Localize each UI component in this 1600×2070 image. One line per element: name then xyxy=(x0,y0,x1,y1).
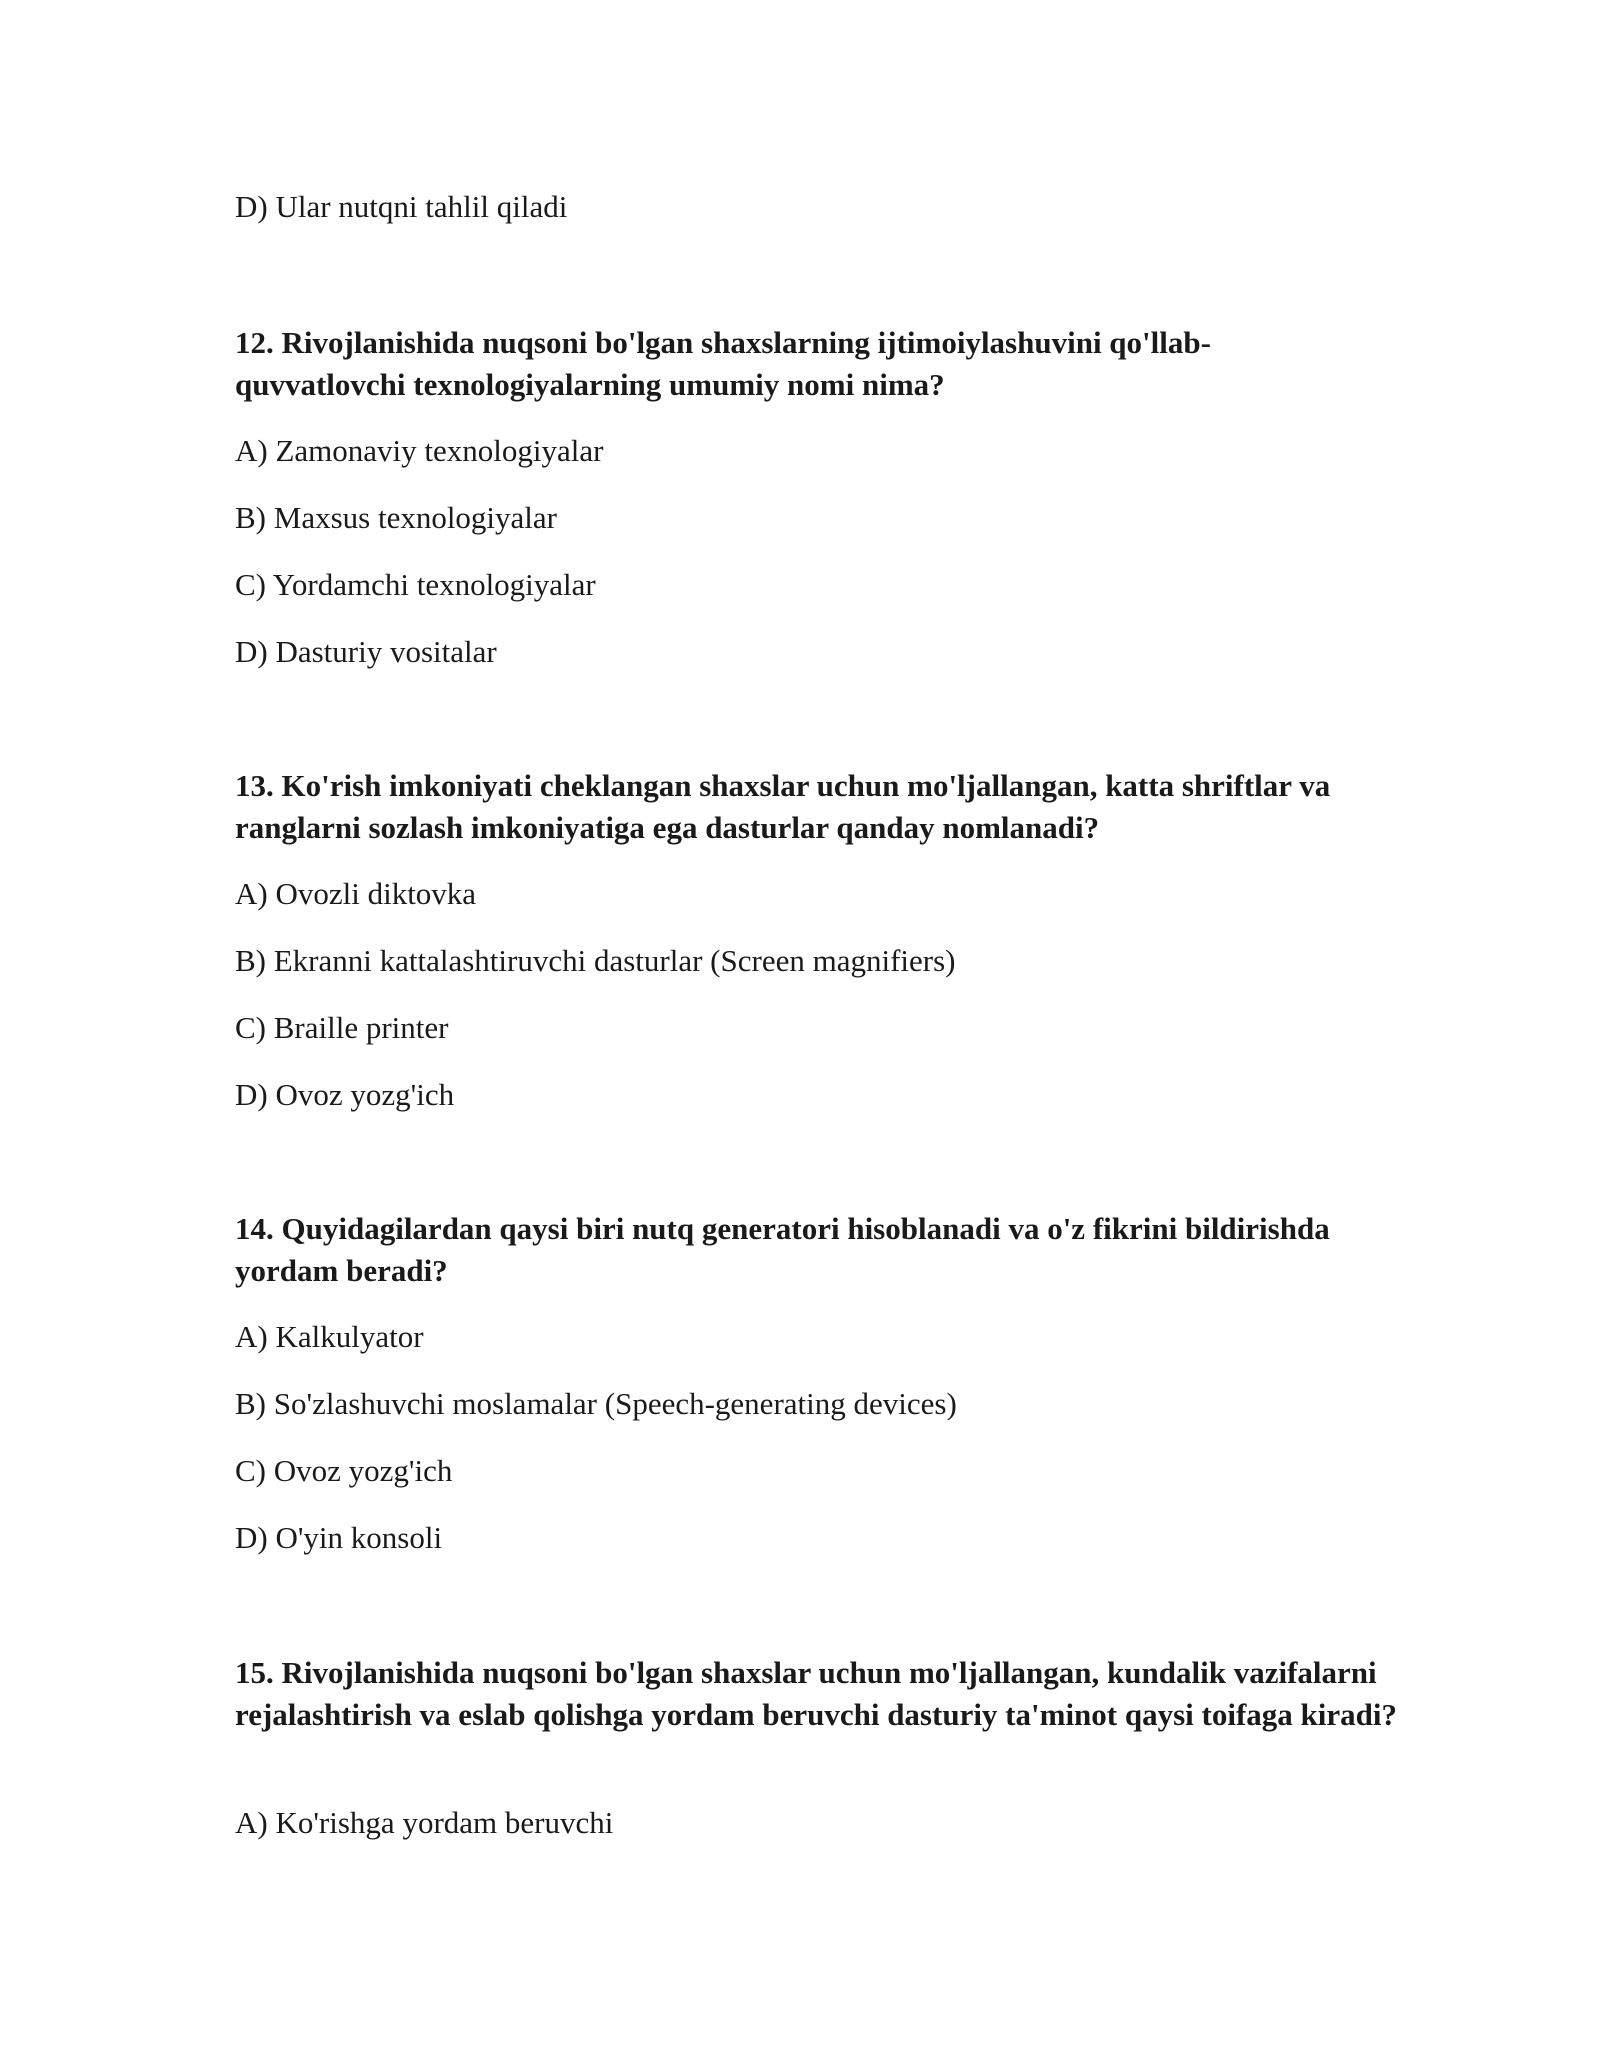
question-14 xyxy=(235,1208,1405,1555)
option-d: D) Dasturiy vositalar xyxy=(235,634,497,669)
option-a: A) Ovozli diktovka xyxy=(235,876,477,911)
option-b: B) So'zlashuvchi moslamalar (Speech-generating devices) xyxy=(235,1386,957,1421)
option-d: D) Ular nutqni tahlil qiladi xyxy=(235,189,568,224)
option-b: B) Maxsus texnologiyalar xyxy=(235,500,558,535)
question-text: 13. Ko'rish imkoniyati cheklangan shaxslar uchun mo'ljallangan, katta shriftlar va ranglarni sozlash imkoniyatiga ega dasturlar qanday nomlanadi? xyxy=(235,768,1331,845)
question-text: 15. Rivojlanishida nuqsoni bo'lgan shaxslar uchun mo'ljallangan, kundalik vazifalarni rejalashtirish va eslab qolishga yordam beruvchi dasturiy ta'minot qaysi toifaga kiradi? xyxy=(235,1655,1398,1732)
question-12 xyxy=(235,322,1405,669)
question-text: 14. Quyidagilardan qaysi biri nutq generatori hisoblanadi va o'z fikrini bildirishda yordam beradi? xyxy=(235,1211,1330,1288)
option-b: B) Ekranni kattalashtiruvchi dasturlar (Screen magnifiers) xyxy=(235,943,956,978)
question-text: 12. Rivojlanishida nuqsoni bo'lgan shaxslarning ijtimoiylashuvini qo'llab-quvvatlovchi texnologiyalarning umumiy nomi nima? xyxy=(235,325,1211,402)
option-a: A) Zamonaviy texnologiyalar xyxy=(235,433,604,468)
option-c: C) Ovoz yozg'ich xyxy=(235,1453,453,1488)
option-a: A) Ko'rishga yordam beruvchi xyxy=(235,1805,614,1840)
option-c: C) Yordamchi texnologiyalar xyxy=(235,567,596,602)
question-13 xyxy=(235,765,1405,1112)
option-d: D) Ovoz yozg'ich xyxy=(235,1077,455,1112)
question-15 xyxy=(235,1652,1405,1840)
option-d: D) O'yin konsoli xyxy=(235,1520,443,1555)
option-c: C) Braille printer xyxy=(235,1010,449,1045)
option-a: A) Kalkulyator xyxy=(235,1319,424,1354)
